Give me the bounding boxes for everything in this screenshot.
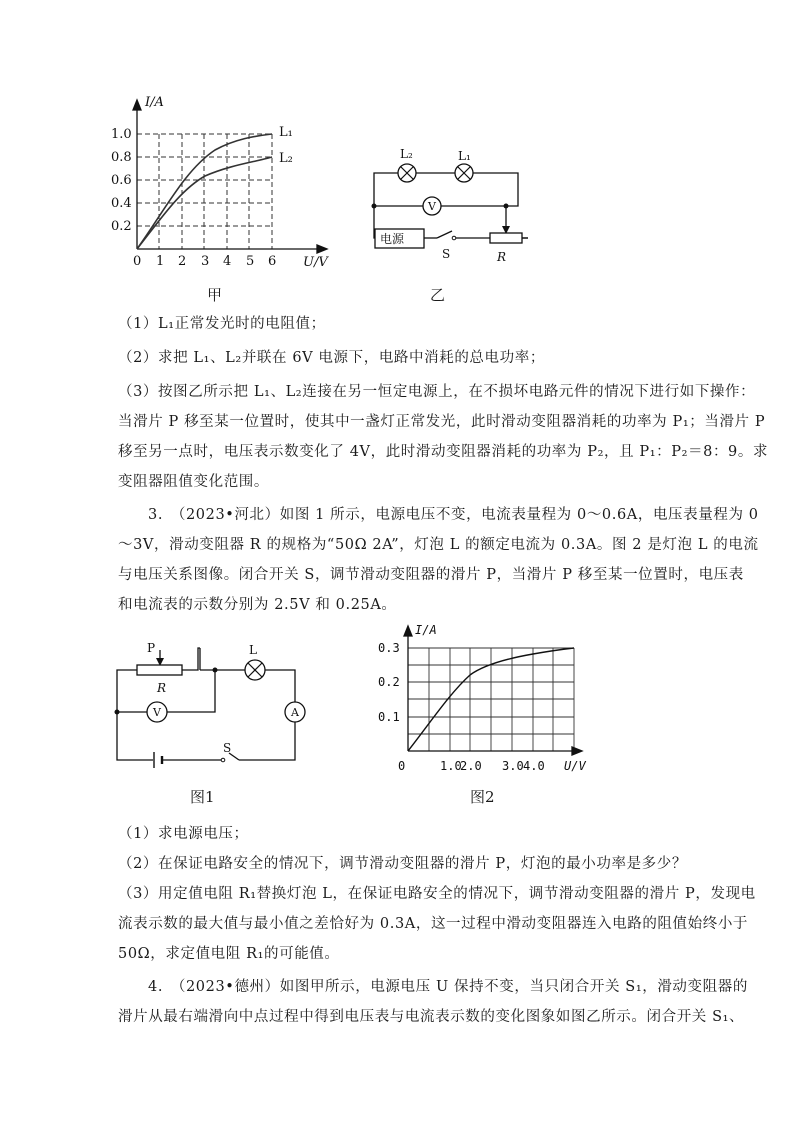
y-tick: 0.2 [111, 219, 132, 234]
q2-sub2: （2）求把 L₁、L₂并联在 6V 电源下，电路中消耗的总电功率； [118, 350, 545, 366]
x-tick: 0 [133, 254, 142, 269]
y-tick: 0.4 [111, 196, 132, 211]
lamp-l2-icon [398, 164, 416, 182]
y-axis-label: I/A [145, 95, 164, 110]
fig2-x-tick: 0 [398, 759, 406, 773]
fig2-y-tick: 0.3 [378, 641, 400, 655]
lamp-l1-label: L₁ [458, 149, 471, 163]
fig1-label-l: L [249, 643, 257, 657]
fig2-y-axis-label: I/A [415, 623, 437, 637]
figure-jia-graph [105, 90, 345, 270]
x-tick: 2 [178, 254, 187, 269]
caption-fig2: 图2 [470, 788, 495, 806]
q2-sub3-line2: 当滑片 P 移至某一位置时，使其中一盏灯正常发光，此时滑动变阻器消耗的功率为 P₁；当滑片 P [118, 414, 766, 430]
q3-sub3-line1: （3）用定值电阻 R₁替换灯泡 L，在保证电路安全的情况下，调节滑动变阻器的滑片 P，发现电 [118, 886, 756, 902]
x-tick: 1 [156, 254, 165, 269]
fig1-rheostat-icon [137, 665, 182, 675]
fig2-x-tick: 1.0 [440, 759, 462, 773]
graph-axes [133, 100, 327, 253]
q4-line1: 4. （2023•德州）如图甲所示，电源电压 U 保持不变，当只闭合开关 S₁，滑动变阻器的 [148, 979, 748, 995]
q3-line1: 3. （2023•河北）如图 1 所示，电源电压不变，电流表量程为 0～0.6A，电压表量程为 0 [148, 507, 759, 523]
q3-line4: 和电流表的示数分别为 2.5V 和 0.25A。 [118, 597, 397, 613]
fig2-y-tick: 0.2 [378, 675, 400, 689]
rheostat-icon [490, 233, 522, 243]
fig2-x-axis-label: U/V [564, 759, 586, 773]
switch-label: S [442, 247, 451, 261]
fig2-y-tick: 0.1 [378, 710, 400, 724]
fig2-grid [408, 648, 574, 751]
figure-yi-circuit [360, 140, 535, 265]
caption-fig1: 图1 [190, 788, 215, 806]
graph-grid [137, 134, 272, 249]
x-tick: 5 [246, 254, 255, 269]
q3-line2: ～3V，滑动变阻器 R 的规格为“50Ω 2A”，灯泡 L 的额定电流为 0.3A。图 2 是灯泡 L 的电流 [118, 537, 759, 553]
q2-sub3-line3: 移至另一点时，电压表示数变化了 4V，此时滑动变阻器消耗的功率为 P₂，且 P₁：P₂＝8：9。求 [118, 444, 769, 460]
source-label: 电源 [380, 232, 405, 246]
curve-label-l2: L₂ [279, 151, 293, 166]
x-axis-label: U/V [303, 255, 328, 270]
voltmeter-label: V [428, 200, 436, 213]
fig1-lamp-icon [245, 660, 265, 680]
x-tick: 6 [268, 254, 277, 269]
q2-sub3-line1: （3）按图乙所示把 L₁、L₂连接在另一恒定电源上，在不损坏电路元件的情况下进行如下操作： [118, 384, 756, 400]
q3-sub2: （2）在保证电路安全的情况下，调节滑动变阻器的滑片 P，灯泡的最小功率是多少？ [118, 856, 687, 872]
y-tick: 0.6 [111, 173, 132, 188]
y-tick: 0.8 [111, 150, 132, 165]
y-tick: 1.0 [111, 127, 132, 142]
caption-yi: 乙 [430, 286, 446, 304]
figure-2-graph [360, 618, 600, 778]
x-tick: 4 [223, 254, 232, 269]
curve-label-l1: L₁ [279, 125, 293, 140]
q3-sub3-line3: 50Ω，求定值电阻 R₁的可能值。 [118, 946, 340, 962]
q4-line2: 滑片从最右端滑向中点过程中得到电压表与电流表示数的变化图象如图乙所示。闭合开关 S₁、 [118, 1009, 745, 1025]
caption-jia: 甲 [207, 286, 223, 304]
fig1-label-r: R [157, 681, 167, 695]
rheostat-label: R [497, 250, 507, 264]
q3-line3: 与电压关系图像。闭合开关 S，调节滑动变阻器的滑片 P，当滑片 P 移至某一位置时，电压表 [118, 567, 744, 583]
q2-sub1: （1）L₁正常发光时的电阻值； [118, 316, 326, 332]
fig1-label-s: S [223, 741, 232, 755]
fig2-axes [404, 626, 582, 755]
q2-sub3-line4: 变阻器阻值变化范围。 [118, 474, 269, 490]
lamp-l1-icon [455, 164, 473, 182]
fig1-battery-icon [154, 752, 162, 768]
fig1-label-p: P [147, 641, 156, 655]
lamp-l2-label: L₂ [400, 147, 413, 161]
fig1-label-v: V [153, 706, 161, 719]
fig2-x-tick: 2.0 [460, 759, 482, 773]
fig1-label-a: A [291, 706, 299, 719]
fig2-x-tick: 4.0 [523, 759, 545, 773]
fig2-x-tick: 3.0 [502, 759, 524, 773]
q3-sub1: （1）求电源电压； [118, 826, 249, 842]
x-tick: 3 [201, 254, 210, 269]
q3-sub3-line2: 流表示数的最大值与最小值之差恰好为 0.3A，这一过程中滑动变阻器连入电路的阻值始终小于 [118, 916, 749, 932]
figure-1-circuit [105, 640, 315, 780]
